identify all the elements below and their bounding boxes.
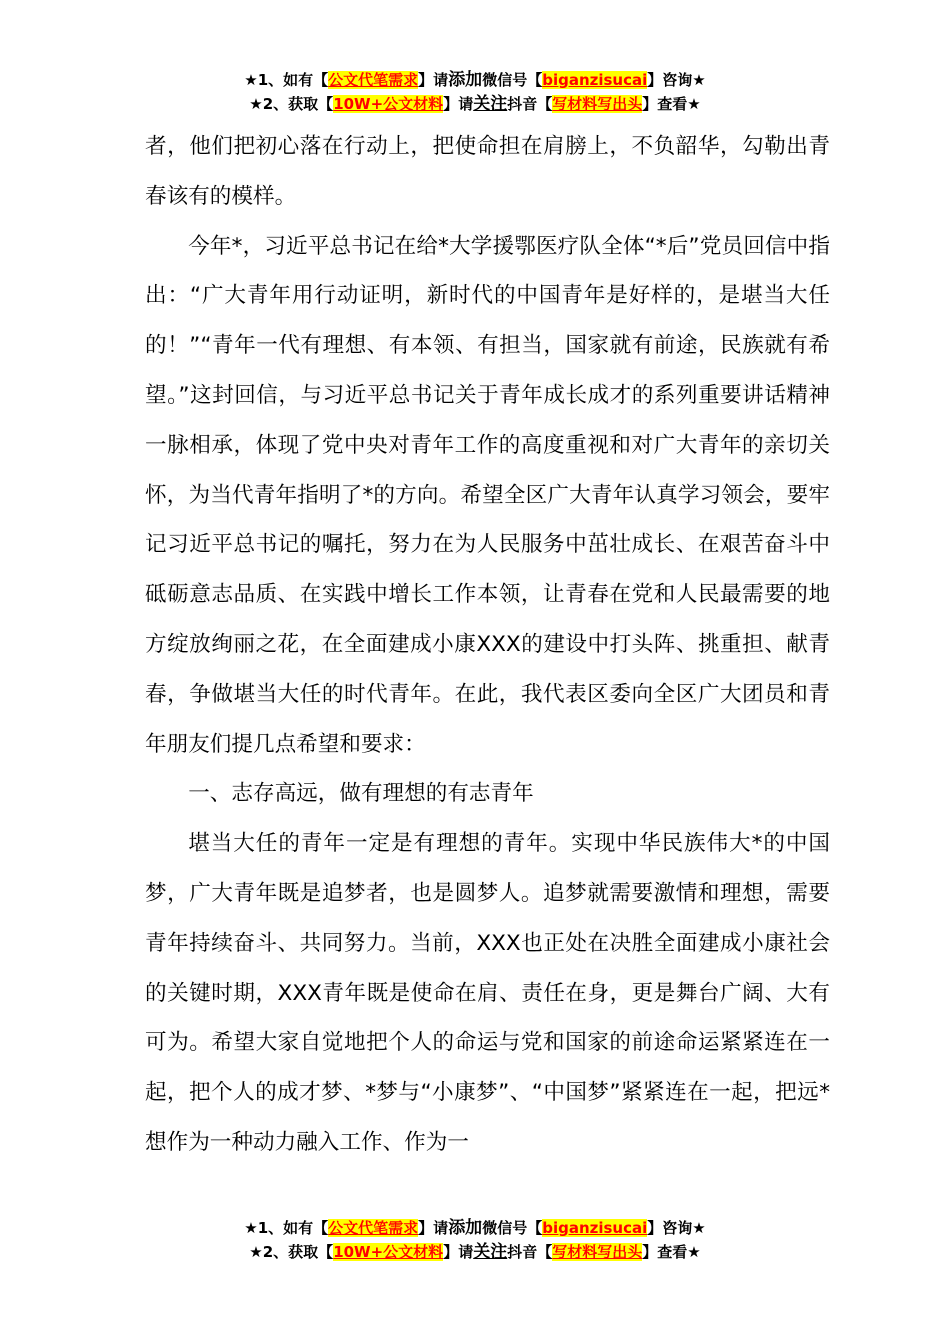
- douyin-highlight: 写材料写出头: [552, 1243, 643, 1261]
- footer-line-2: ★2、获取【10W+公文材料】请关注抖音【写材料写出头】查看★: [249, 1242, 701, 1262]
- paragraph: 堪当大任的青年一定是有理想的青年。实现中华民族伟大*的中国梦，广大青年既是追梦者，也是圆梦人。追梦就需要激情和理想，需要青年持续奋斗、共同努力。当前，XXX也正处在决胜全面建成小康社会的关键时期，XXX青年既是使命在肩、责任在身，更是舞台广阔、大有可为。希望大家自觉地把个人的命运与党和国家的前途命运紧紧连在一起，把个人的成才梦、*梦与“小康梦”、“中国梦”紧紧连在一起，把远*想作为一种动力融入工作、作为一: [145, 831, 830, 1155]
- footer-line-1: ★1、如有【公文代笔需求】请添加微信号【biganzisucai】咨询★: [244, 1218, 706, 1238]
- header-line-2: ★2、获取【10W+公文材料】请关注抖音【写材料写出头】查看★: [249, 94, 701, 114]
- header-line-1: ★1、如有【公文代笔需求】请添加微信号【biganzisucai】咨询★: [244, 70, 706, 90]
- paragraph: 今年*，习近平总书记在给*大学援鄂医疗队全体“*后”党员回信中指出：“广大青年用行动证明，新时代的中国青年是好样的，是堪当大任的！”“青年一代有理想、有本领、有担当，国家就有前途，民族就有希望。”这封回信，与习近平总书记关于青年成长成才的系列重要讲话精神一脉相承，体现了党中央对青年工作的高度重视和对广大青年的亲切关怀，为当代青年指明了*的方向。希望全区广大青年认真学习领会，要牢记习近平总书记的嘱托，努力在为人民服务中茁壮成长、在艰苦奋斗中砥砺意志品质、在实践中增长工作本领，让青春在党和人民最需要的地方绽放绚丽之花，在全面建成小康XXX的建设中打头阵、挑重担、献青春，争做堪当大任的时代青年。在此，我代表区委向全区广大团员和青年朋友们提几点希望和要求：: [145, 233, 830, 757]
- highlight-text: 公文代笔需求: [328, 1219, 419, 1237]
- document-body: [145, 122, 830, 1168]
- highlight-text: 10W+公文材料: [333, 95, 444, 113]
- wechat-id-highlight: biganzisucai: [542, 1219, 648, 1237]
- highlight-text: 10W+公文材料: [333, 1243, 444, 1261]
- header-banner: [0, 68, 950, 116]
- section-heading: 一、志存高远，做有理想的有志青年: [188, 781, 534, 807]
- douyin-highlight: 写材料写出头: [552, 95, 643, 113]
- footer-banner: [0, 1216, 950, 1264]
- wechat-id-highlight: biganzisucai: [542, 71, 648, 89]
- highlight-text: 公文代笔需求: [328, 71, 419, 89]
- paragraph: 者，他们把初心落在行动上，把使命担在肩膀上，不负韶华，勾勒出青春该有的模样。: [145, 134, 830, 209]
